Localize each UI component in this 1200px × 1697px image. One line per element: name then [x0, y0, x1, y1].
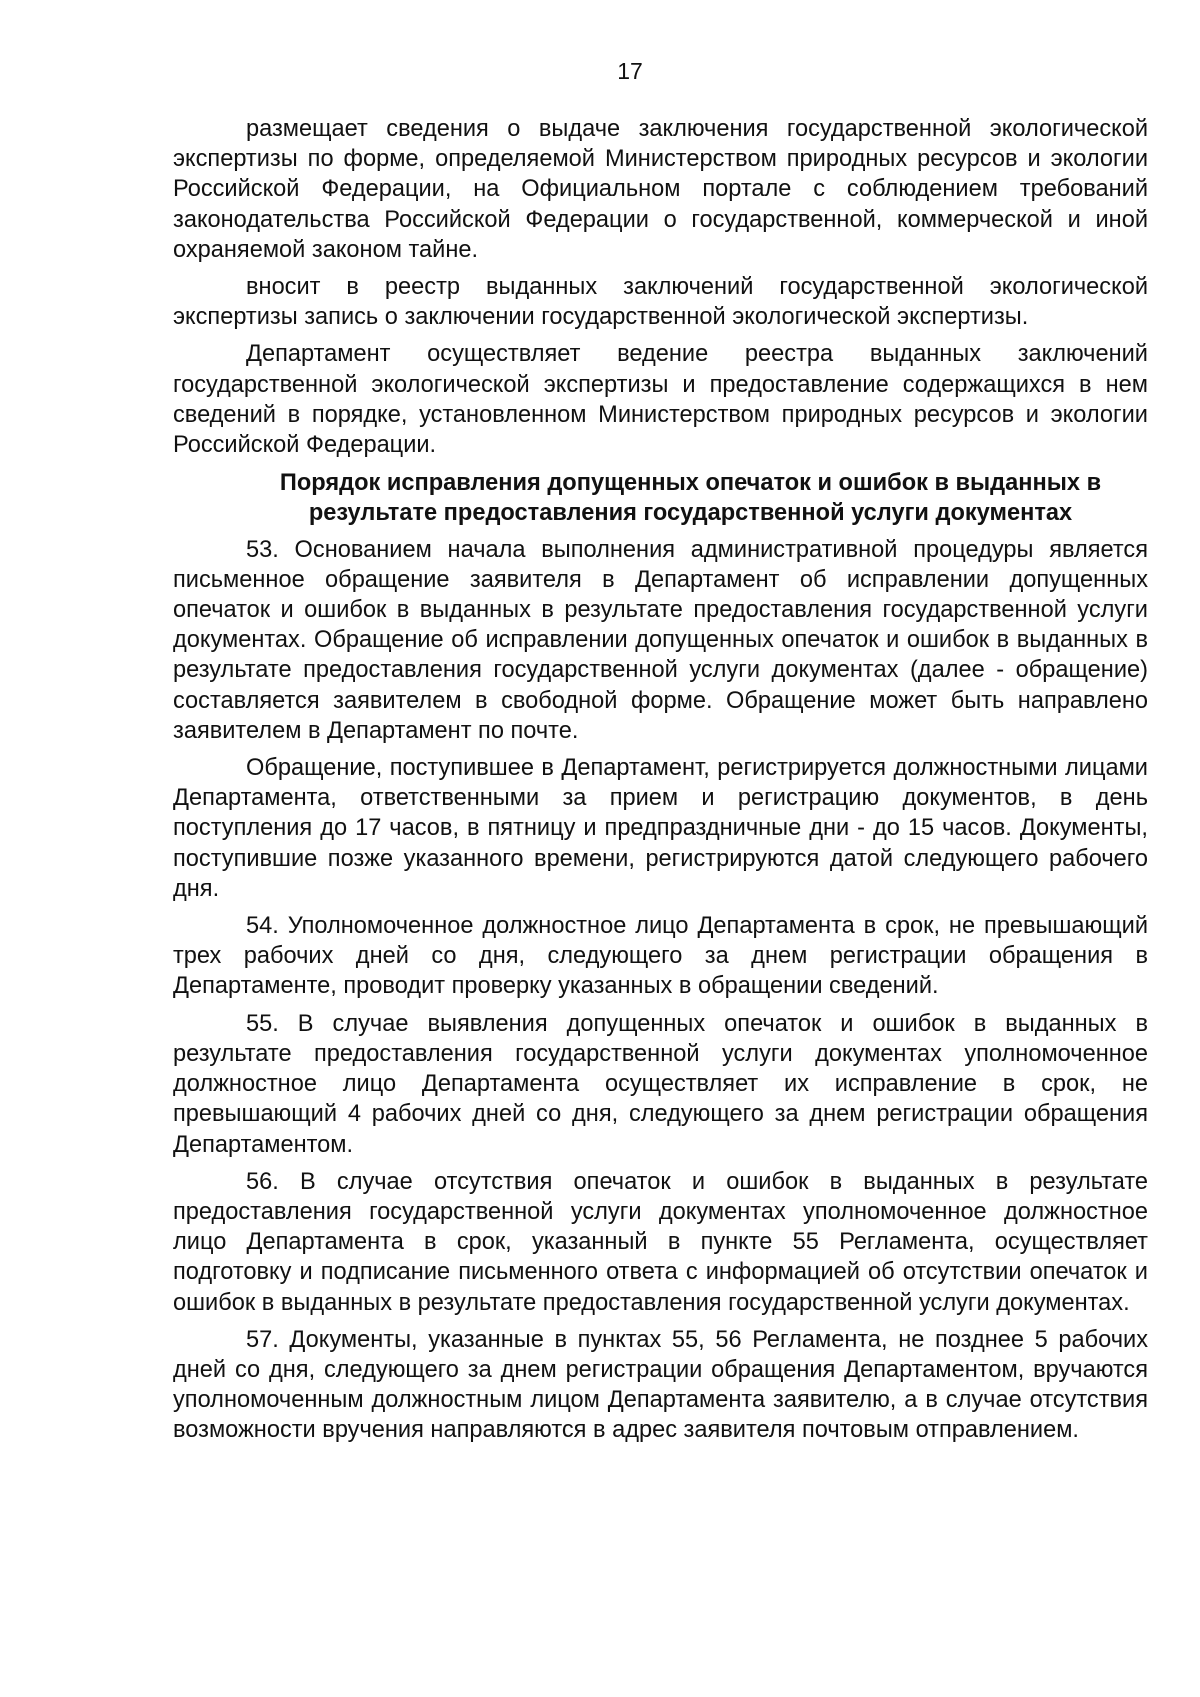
paragraph-57: 57. Документы, указанные в пунктах 55, 56 Регламента, не позднее 5 рабочих дней со дня, следующего за днем регистрации обращения Департаментом, вручаются уполномоченным должностным лицом Департамента заявителю, а в случае отсутствия возможности вручения направляются в адрес заявителя почтовым отправлением. [173, 1326, 1148, 1444]
paragraph-55: 55. В случае выявления допущенных опечаток и ошибок в выданных в результате предоставления государственной услуги документах уполномоченное должностное лицо Департамента осуществляет их исправление в срок, не превышающий 4 рабочих дней со дня, следующего за днем регистрации обращения Департаментом. [173, 1010, 1148, 1158]
paragraph-registry-maintenance: Департамент осуществляет ведение реестра выданных заключений государственной экологической экспертизы и предоставление содержащихся в нем сведений в порядке, установленном Министерством природных ресурсов и экологии Российской Федерации. [173, 341, 1148, 459]
paragraph-53: 53. Основанием начала выполнения административной процедуры является письменное обращение заявителя в Департамент об исправлении допущенных опечаток и ошибок в выданных в результате предоставления государственной услуги документах. Обращение об исправлении допущенных опечаток и ошибок в выданных в результате предоставления государственной услуги документах (далее - обращение) составляется заявителем в свободной форме. Обращение может быть направлено заявителем в Департамент по почте. [173, 536, 1148, 744]
section-heading: Порядок исправления допущенных опечаток и ошибок в выданных в результате предоставления государственной услуги документах [279, 470, 1102, 527]
document-body [173, 114, 1148, 1446]
page-number: 17 [617, 58, 643, 84]
paragraph-registry-entry: вносит в реестр выданных заключений государственной экологической экспертизы запись о заключении государственной экологической экспертизы. [173, 274, 1148, 331]
paragraph-56: 56. В случае отсутствия опечаток и ошибок в выданных в результате предоставления государственной услуги документах уполномоченное должностное лицо Департамента в срок, указанный в пункте 55 Регламента, осуществляет подготовку и подписание письменного ответа с информацией об отсутствии опечаток и ошибок в выданных в результате предоставления государственной услуги документах. [173, 1168, 1148, 1316]
paragraph-54: 54. Уполномоченное должностное лицо Департамента в срок, не превышающий трех рабочих дней со дня, следующего за днем регистрации обращения в Департаменте, проводит проверку указанных в обращении сведений. [173, 913, 1148, 1000]
paragraph-registration: Обращение, поступившее в Департамент, регистрируется должностными лицами Департамента, ответственными за прием и регистрацию документов, в день поступления до 17 часов, в пятницу и предпраздничные дни - до 15 часов. Документы, поступившие позже указанного времени, регистрируются датой следующего рабочего дня. [173, 755, 1148, 902]
paragraph-publish-info: размещает сведения о выдаче заключения государственной экологической экспертизы по форме, определяемой Министерством природных ресурсов и экологии Российской Федерации, на Официальном портале с соблюдением требований законодательства Российской Федерации о государственной, коммерческой и иной охраняемой законом тайне. [173, 116, 1148, 263]
